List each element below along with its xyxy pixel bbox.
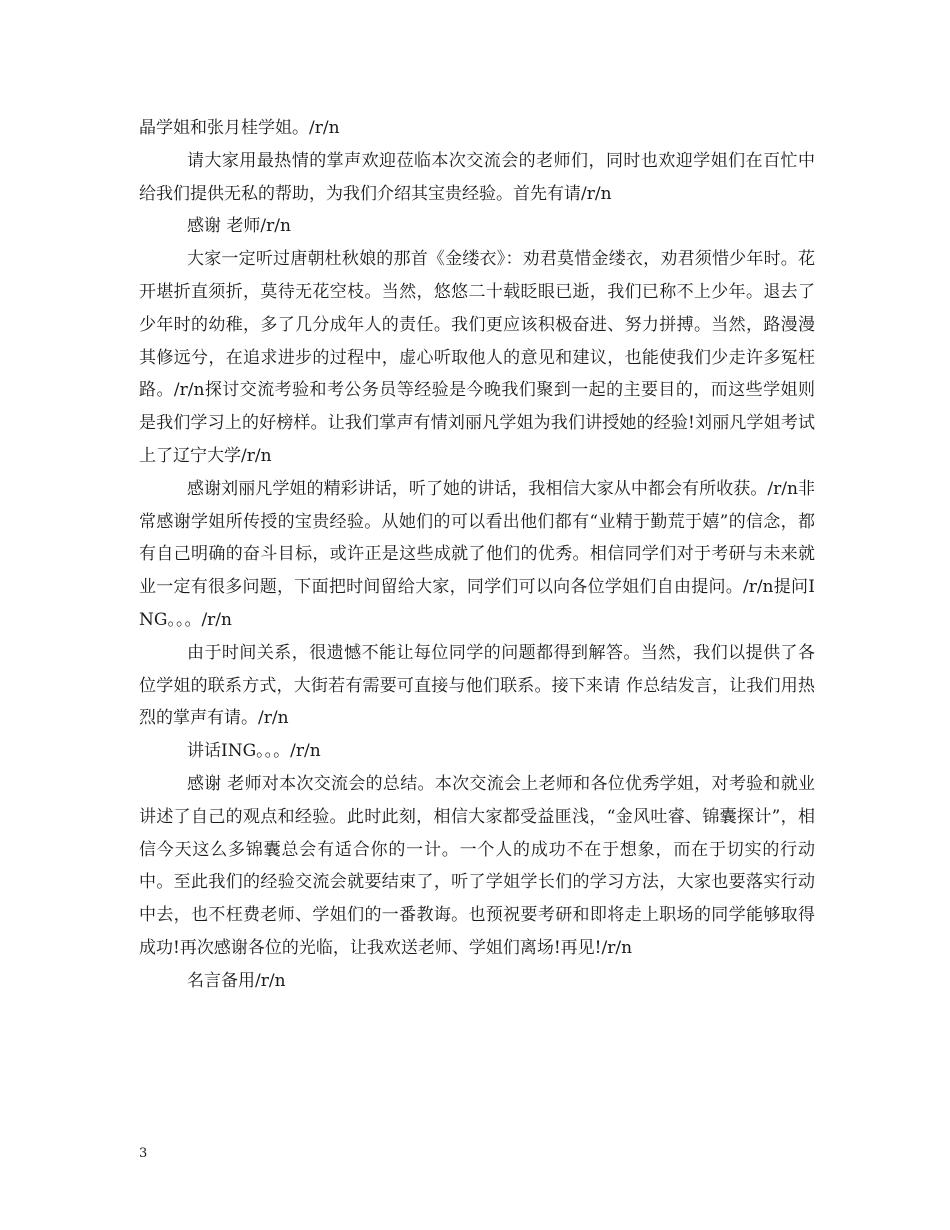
paragraph-speech-ing: 讲话ING。。。/r/n — [187, 741, 321, 762]
paragraph-closing: 感谢 老师对本次交流会的总结。本次交流会上老师和各位优秀学姐，对考验和就业讲述了自己的观点和经验。此时此刻，相信大家都受益匪浅，“金风吐睿、锦囊探计”，相信今天这么多锦囊总会有适合你的一计。一个人的成功不在于想象，而在于切实的行动中。至此我们的经验交流会就要结束了，听了学姐学长们的学习方法，大家也要落实行动中去，也不枉费老师、学姐们的一番教诲。也预祝要考研和即将走上职场的同学能够取得成功!再次感谢各位的光临，让我欢送老师、学姐们离场!再见!/r/n — [139, 773, 815, 958]
paragraph-poem-intro: 大家一定听过唐朝杜秋娘的那首《金缕衣》：劝君莫惜金缕衣，劝君须惜少年时。花开堪折直须折，莫待无花空枝。当然，悠悠二十载眨眼已逝，我们已称不上少年。退去了少年时的幼稚，多了几分成年人的责任。我们更应该积极奋进、努力拼搏。当然，路漫漫其修远兮，在追求进步的过程中，虚心听取他人的意见和建议，也能使我们少走许多冤枉路。/r/n探讨交流考验和考公务员等经验是今晚我们聚到一起的主要目的，而这些学姐则是我们学习上的好榜样。让我们掌声有情刘丽凡学姐为我们讲授她的经验!刘丽凡学姐考试上了辽宁大学/r/n — [139, 249, 815, 466]
paragraph-thanks-teacher: 感谢 老师/r/n — [187, 216, 291, 237]
paragraph-quotes-backup: 名言备用/r/n — [187, 970, 286, 991]
paragraph-welcome: 请大家用最热情的掌声欢迎莅临本次交流会的老师们，同时也欢迎学姐们在百忙中给我们提供无私的帮助，为我们介绍其宝贵经验。首先有请/r/n — [139, 150, 815, 204]
paragraph-thanks-speaker: 感谢刘丽凡学姐的精彩讲话，听了她的讲话，我相信大家从中都会有所收获。/r/n非常感谢学姐所传授的宝贵经验。从她们的可以看出他们都有“业精于勤荒于嬉”的信念，都有自己明确的奋斗目标，或许正是这些成就了他们的优秀。相信同学们对于考研与未来就业一定有很多问题，下面把时间留给大家，同学们可以向各位学姐们自由提问。/r/n提问ING。。。/r/n — [139, 478, 815, 630]
paragraph-time-limit: 由于时间关系，很遗憾不能让每位同学的问题都得到解答。当然，我们以提供了各位学姐的联系方式，大街若有需要可直接与他们联系。接下来请 作总结发言，让我们用热烈的掌声有请。/r/n — [139, 642, 815, 729]
document-body — [139, 112, 815, 998]
page-number: 3 — [139, 1146, 148, 1161]
paragraph-continuation: 晶学姐和张月桂学姐。/r/n — [139, 118, 340, 138]
